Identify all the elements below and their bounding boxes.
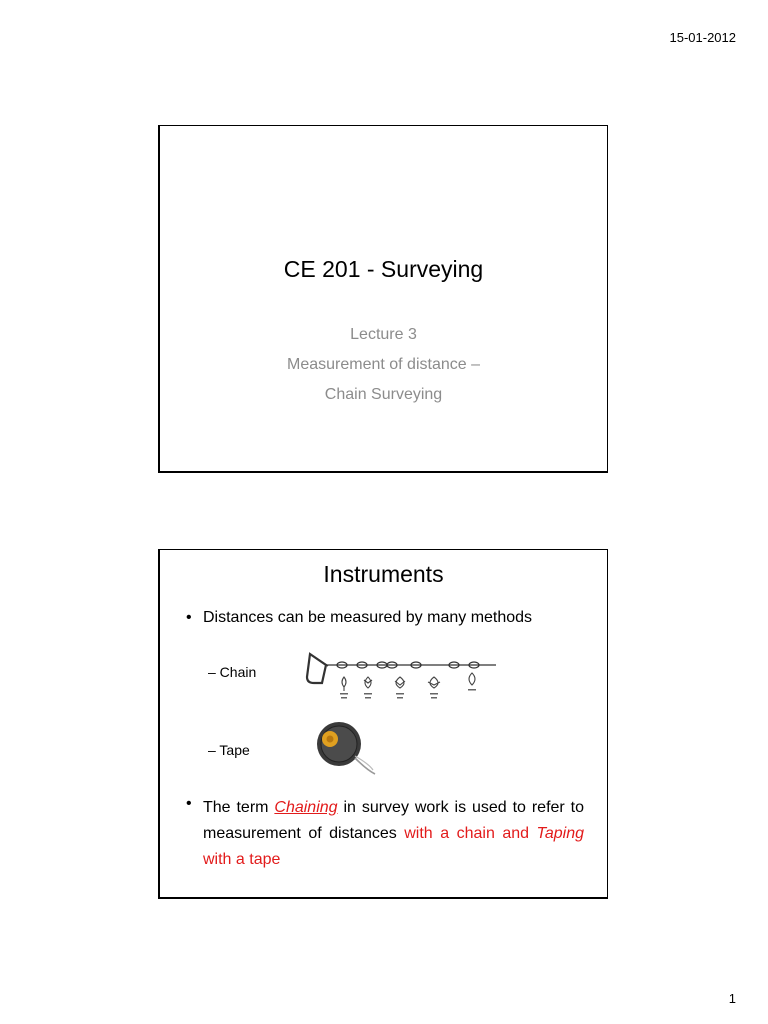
text-run: The term xyxy=(203,799,269,816)
document-date: 15-01-2012 xyxy=(669,30,736,45)
term-taping: Taping xyxy=(536,825,584,842)
tape-measure-image xyxy=(315,720,377,782)
slide-1-title xyxy=(158,125,608,473)
sub-item-tape: – Tape xyxy=(208,742,250,758)
term-chaining: Chaining xyxy=(274,799,338,816)
lecture-topic: Measurement of distance – xyxy=(287,356,480,373)
bullet-text: Distances can be measured by many methods xyxy=(203,609,533,626)
slide-title: CE 201 - Surveying xyxy=(283,256,484,282)
text-run-red: with a tape xyxy=(203,851,281,868)
chain-image xyxy=(304,649,496,707)
bullet-dot: • xyxy=(186,795,192,812)
lecture-number: Lecture 3 xyxy=(350,326,417,343)
slide-heading: Instruments xyxy=(323,561,444,587)
text-run-red: with a chain and xyxy=(404,825,530,842)
bullet-paragraph xyxy=(203,795,584,873)
text-run: in survey work is used to refer to measurement of distances xyxy=(203,799,584,842)
slide-2-instruments xyxy=(158,549,608,899)
sub-item-chain: – Chain xyxy=(208,664,257,680)
bullet-dot: • xyxy=(186,609,192,626)
page-number: 1 xyxy=(728,991,736,1006)
lecture-subtopic: Chain Surveying xyxy=(324,386,443,403)
